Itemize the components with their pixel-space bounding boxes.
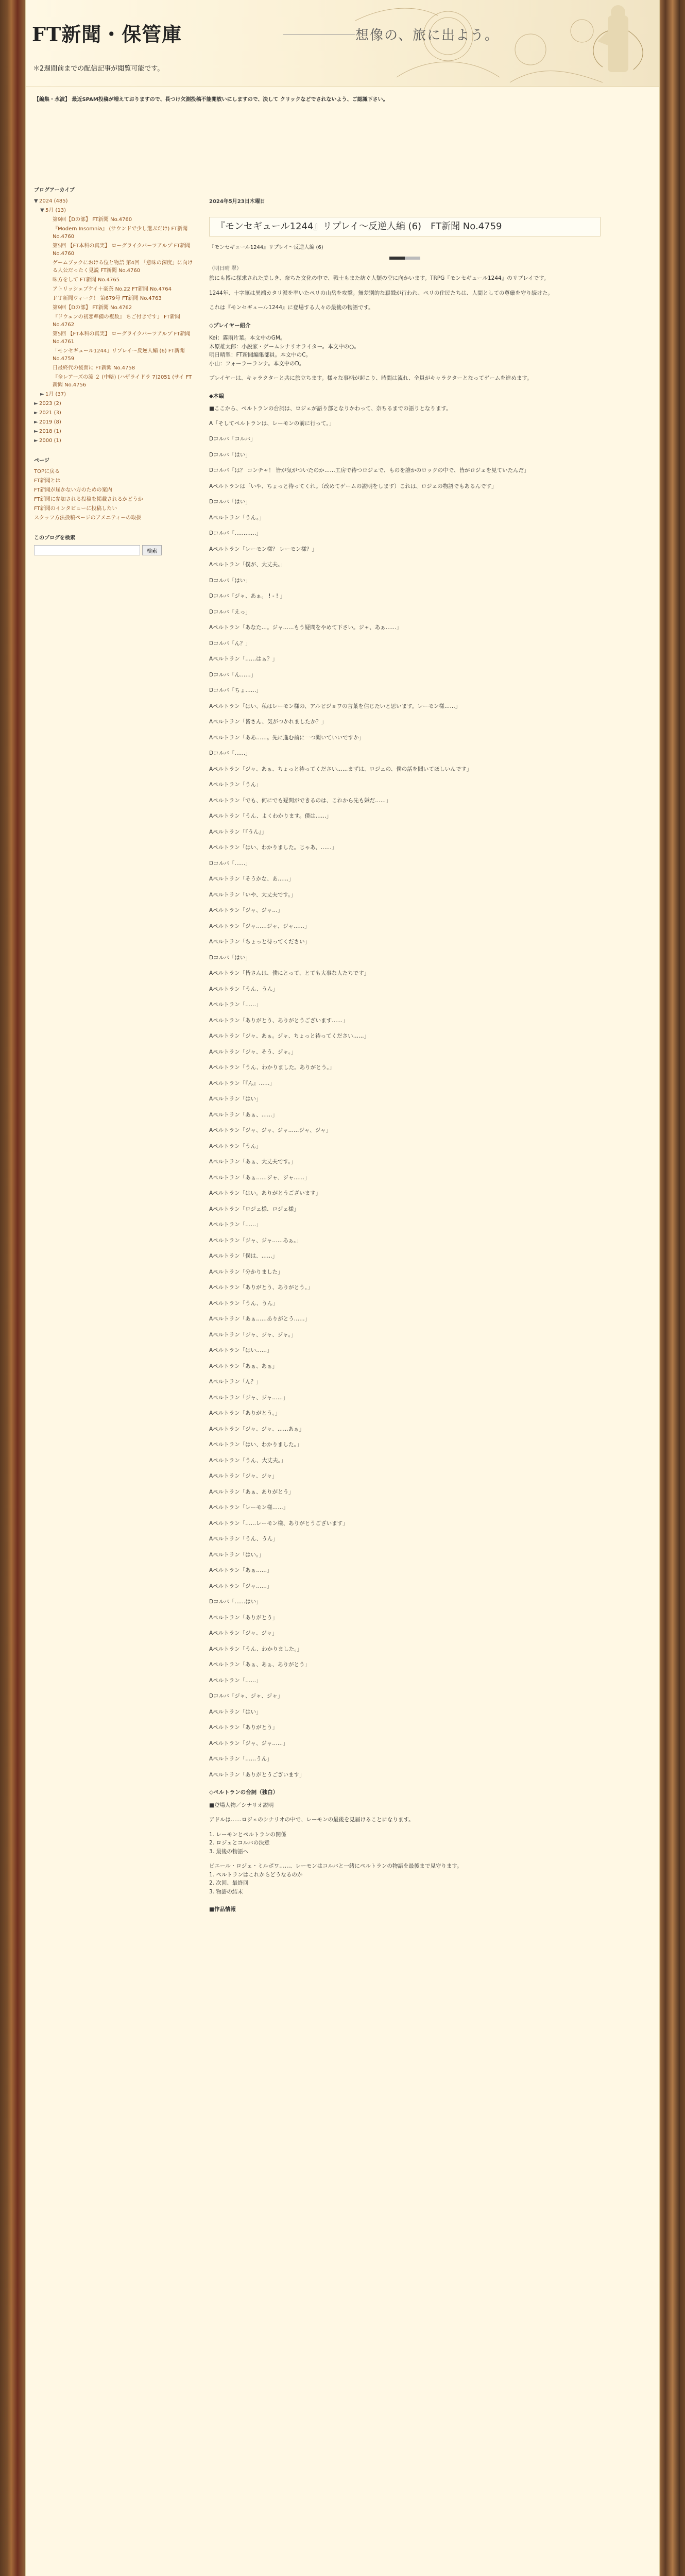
dialogue-line: Aペルトラン「ジャ、ジャ」 <box>209 1630 278 1636</box>
dialogue-line: Dコルバ「はい」 <box>209 954 251 961</box>
page-link[interactable]: スクッフ方法投稿ページのアメニティーの取扱 <box>34 515 142 521</box>
dialogue-line: Aペルトラン「あぁ……ありがとう……」 <box>209 1316 311 1322</box>
dialogue-line: Dコルバ「はい」 <box>209 577 251 584</box>
sidebar <box>34 185 194 567</box>
search-button[interactable]: 検索 <box>142 545 162 555</box>
archive-heading: ブログアーカイブ <box>34 188 75 193</box>
dialogue-line: Aペルトラン「はい、わかりました。」 <box>209 1442 302 1448</box>
search-section <box>34 533 194 555</box>
dialogue-line: Aペルトラン「うん」 <box>209 782 262 788</box>
dialogue-line: Aペルトラン「ロジェ様、ロジェ様」 <box>209 1206 299 1212</box>
dialogue-line: Aペルトラン「うん、わかりました。」 <box>209 1646 303 1652</box>
post-title[interactable]: 『モンセギュール1244』リプレイ～反逆人編 (6) FT新聞 No.4759 <box>216 221 502 232</box>
dialogue-line: Aペルトラン「はい。」 <box>209 1551 264 1558</box>
dialogue-line: Aペルトラン「ん？」 <box>209 1379 262 1385</box>
dialogue-line: Aペルトラン「ジャ、ジャ、ジャ。」 <box>209 1331 297 1338</box>
dialogue-line: Aペルトラン「ジャ、ジャ、ジャ……ジャ、ジャ」 <box>209 1127 332 1133</box>
dialogue-line: Aペルトラン「あぁ、あぁ、ありがとう」 <box>209 1662 310 1668</box>
dialogue-line: Dコルバ「コルバ」 <box>209 436 256 442</box>
dialogue-line: Aペルトラン「ジャ、そう、ジャ。」 <box>209 1048 297 1055</box>
dialogue-line: Aペルトラン「あぁ、大丈夫です。」 <box>209 1159 296 1165</box>
scene-heading: ◆本編 <box>209 393 225 399</box>
post-intro-2: 1244年、十字軍は異端カタリ派を率いたペリの山岳を攻撃。無差別的な殺戮が行われ、ペリの住民たちは、人間としての尊厳を守り続けた。 <box>209 290 553 296</box>
dialogue-line: Aペルトラン「あぁ、あぁ」 <box>209 1363 278 1369</box>
blog-description: ＊2週間前までの配信記事が閲覧可能です。 <box>33 65 164 73</box>
dialogue-line: Aペルトラン「うん、うん」 <box>209 1536 278 1542</box>
archive-year[interactable]: ► 2000 (1) <box>34 438 61 444</box>
dialogue-line: Aペルトラン「はい。ありがとうございます」 <box>209 1190 321 1196</box>
pages-list <box>34 468 194 522</box>
dialogue-line: Aペルトラン「うん。」 <box>209 514 265 521</box>
dialogue-line: Aペルトラン「レーモン様……」 <box>209 1504 289 1511</box>
archive-post[interactable]: 第5回 【FT本科の真実】 ローグライクバーツアルプ FT新聞 No.4760 <box>53 243 191 257</box>
dialogue-line: Aペルトラン「……」 <box>209 1222 262 1228</box>
dialogue-line: Dコルバ「ジャ、ジャ、ジャ」 <box>209 1693 283 1699</box>
closing-2: アドルは……ロジェのシナリオの中で、レーモンの最後を見届けることになります。 <box>209 1817 414 1823</box>
dialogue-line: Dコルバ「ちょ……」 <box>209 687 262 693</box>
archive-post[interactable]: ゲームブックにおける位と物語 第4回 「意味の深度」に向け る人公だったく見説 FT新聞 No.4760 <box>53 260 193 274</box>
dialogue-line: Aペルトラン「あぁ、……」 <box>209 1111 278 1118</box>
archive-post[interactable]: 『全レアーズの流 ２ (中略) (ハザライドラ 7)2051 (サイ FT新聞 No.4756 <box>53 375 192 388</box>
dialogue-line: Aペルトラン「皆さんは、僕にとって、とても大事な人たちです」 <box>209 970 370 976</box>
archive-post[interactable]: ＦＴ新聞ウィーク！ 第679号 FT新聞 No.4763 <box>53 296 162 301</box>
dialogue-line: Aペルトラン「ありがとう」 <box>209 1614 278 1621</box>
dialogue-line: Aペルトラン「そうかな、あ……」 <box>209 876 294 882</box>
scene-intro: ■ここから、ペルトランの台詞は、ロジェが語り部となりかわって、奈ちるまでの語りとなります。 <box>209 405 452 412</box>
dialogue-line: Aペルトラン「ジャ、ジャ、……あぁ」 <box>209 1426 305 1432</box>
dialogue-line: Dコルバ「……はい」 <box>209 1599 262 1605</box>
dialogue-line: Aペルトラン「うん、よくわかります。僕は……」 <box>209 813 332 819</box>
dialogue-line: Aペルトラン「あぁ、ありがとう」 <box>209 1488 294 1495</box>
dialogue-line: Aペルトラン「ああ……。先に進む前に一つ聞いていいですか」 <box>209 734 365 741</box>
archive-year[interactable]: ► 2021 (3) <box>34 410 61 416</box>
triangle-down-icon[interactable]: ▼ <box>34 198 38 204</box>
archive-post[interactable]: 第9回【Dの部】 FT新聞 No.4760 <box>53 217 132 223</box>
dialogue-line: Aペルトラン「はい」 <box>209 1708 262 1715</box>
divider-bar <box>389 257 420 260</box>
dialogue-line: Aペルトラン「ジャ、あぁ。ジャ、ちょっと待ってください……」 <box>209 1033 370 1039</box>
dialogue-line: Aペルトラン「うん、大丈夫。」 <box>209 1457 286 1464</box>
triangle-right-icon[interactable]: ► <box>34 429 38 434</box>
triangle-right-icon[interactable]: ► <box>40 392 44 397</box>
work-info-heading: ■作品情報 <box>209 1906 236 1912</box>
dialogue-line: Aペルトラン「うん、わかりました。ありがとう。」 <box>209 1064 335 1071</box>
archive-post[interactable]: 第9回【Dの部】 FT新聞 No.4762 <box>53 305 132 311</box>
dialogue-line: Aペルトラン「僕は、……」 <box>209 1253 278 1259</box>
archive-post[interactable]: 『Modern Insomnia』 (サウンドで少し選ぶだけ) FT新聞 No.4760 <box>53 226 188 240</box>
dialogue-line: Aペルトラン「『うん』」 <box>209 828 267 835</box>
dialogue-line: Aペルトラン「ありがとう、ありがとう。」 <box>209 1284 313 1291</box>
pages-heading: ページ <box>34 458 49 464</box>
dialogue-line: Dコルバ「……」 <box>209 860 251 867</box>
page-link[interactable]: TOPに戻る <box>34 469 60 474</box>
search-input[interactable] <box>34 545 140 555</box>
dialogue-line: Aペルトラン「皆さん、気がつかれましたか？」 <box>209 719 327 725</box>
dialogue-line: Aペルトラン「ジャ、ジャ……あぁ。」 <box>209 1237 302 1244</box>
post-subtitle: 『モンセギュール1244』リプレイ～反逆人編 (6) <box>209 245 323 250</box>
dialogue-line: Aペルトラン「……はぁ？」 <box>209 656 278 662</box>
triangle-right-icon[interactable]: ► <box>34 419 38 425</box>
closing-heading: ◇ペルトランの台詞（独白） <box>209 1789 279 1795</box>
dialogue-line: Aペルトラン「はい、わかりました。じゃあ、……」 <box>209 844 337 851</box>
dialogue-line: Aペルトラン「レーモン様？ レーモン様？」 <box>209 546 318 552</box>
archive-year[interactable]: ► 2019 (8) <box>34 419 61 425</box>
archive-post[interactable]: 第5回 【FT本科の真実】 ローグライクバーツアルプ FT新聞 No.4761 <box>53 331 191 345</box>
blog-page <box>26 0 659 2576</box>
dialogue-line: Aペルトラン「はい」 <box>209 1096 262 1102</box>
dialogue-line: Aペルトラン「うん、うん」 <box>209 986 278 992</box>
triangle-right-icon[interactable]: ► <box>34 438 38 444</box>
tagline-divider <box>283 34 355 35</box>
dialogue-line: Aペルトラン「ジャ、ジャ…」 <box>209 907 283 913</box>
dialogue-line: Aペルトラン「ジャ、ジャ……」 <box>209 1740 288 1747</box>
dialogue-line: Aペルトラン「ありがとう、ありがとうございます……」 <box>209 1017 348 1024</box>
dialogue-line: Aペルトラン「『ん』……」 <box>209 1080 275 1087</box>
dialogue-line: Aペルトラン「ありがとう。」 <box>209 1410 281 1416</box>
dialogue-line: Aペルトラン「……レーモン様、ありがとうございます」 <box>209 1520 348 1527</box>
players-list: Kei：霧雨片葉。本文中のGM。 木原雄太郎：小説家・ゲームシナリオライター。本文中の○。 明日晴翠：FT新聞編集部員。本文中のC。 小山：フォーラーランナ。本文中のD。 <box>209 335 359 367</box>
players-heading: ◇プレイヤー紹介 <box>209 322 251 329</box>
post-main <box>209 198 601 1918</box>
page-link[interactable]: FT新聞のインタビューに投稿したい <box>34 506 117 512</box>
triangle-right-icon[interactable]: ► <box>34 410 38 416</box>
post-intro: 旅にも博に探求された美しき、奈ちた文化の中で、戦士もまた紡ぐ人類の空に向かいます。TRPG『モンセギュール1244』のリプレイです。 <box>209 275 550 281</box>
dialogue-line: Dコルバ「は？ コンチャ！ 皆が気がついたのか……工房で待つロジェで、ものを誰かのロックの中で、皆がロジェを見ていたんだ」 <box>209 467 529 473</box>
dialogue-line: Aペルトラン「……」 <box>209 1677 262 1684</box>
dialogue-line: Aペルトラン「あなた…。ジャ……もう疑問をやめて下さい。ジャ、あぁ……」 <box>209 624 402 631</box>
dialogue-line: Aペルトラン「ちょっと待ってください」 <box>209 939 311 945</box>
archive-post[interactable]: アトリッシェプケイ＋豪奈 No.22 FT新聞 No.4764 <box>53 286 172 292</box>
dialogue-line: Aペルトラン「はい、私はレーモン様の、アルビジョワの言葉を信じたいと思います。レーモン様……」 <box>209 703 461 709</box>
dialogue-line: Aペルトラン「ジャ……」 <box>209 1583 272 1589</box>
closing-3: 1. レーモンとペルトランの関係 2. ロジェとコルバの決意 3. 最後の物語へ <box>209 1831 286 1855</box>
dialogue-line: A「そしてペルトランは、レーモンの前に行って。」 <box>209 420 335 427</box>
dialogue-line: Aペルトラン「ジャ、ジャ」 <box>209 1473 278 1479</box>
dialogue-line: Aペルトラン「僕が、大丈夫。」 <box>209 562 286 568</box>
closing-4: ピエール・ロジェ・ミルポワ……、レーモンはコルバと一緒にペルトランの物語を最後まで見守ります。 1. ペルトランはこれからどうなるのか 2. 次回、最終回 3. 物語の結末 <box>209 1863 463 1895</box>
archive-post[interactable]: 味方をして FT新聞 No.4765 <box>53 277 120 283</box>
blog-header <box>26 0 659 87</box>
dialogue-line: Dコルバ「ん……」 <box>209 671 256 678</box>
dialogue-line: Aペルトラン「ありがとうございます」 <box>209 1771 305 1778</box>
post-intro-3: これは『モンセギュール1244』に登場する人々の最後の物語です。 <box>209 304 374 311</box>
page-link[interactable]: FT新聞に参加される投稿を掲載されるかどうか <box>34 497 143 502</box>
dialogue-line: Aペルトラン「ジャ、あぁ、ちょっと待ってください……まずは、ロジェの、僕の話を聞いてほしいんです」 <box>209 766 472 772</box>
archive-post[interactable]: 「モンセギュール1244」リプレイ～反逆人編 (6) FT新聞 No.4759 <box>53 348 185 362</box>
dialogue-line: Dコルバ「……」 <box>209 750 251 756</box>
archive-year[interactable]: ► 2023 (2) <box>34 401 61 406</box>
dialogue-line: Dコルバ「はい」 <box>209 451 251 458</box>
dialogue-line: Aペルトラン「うん」 <box>209 1143 262 1149</box>
blog-title[interactable]: FT新聞・保管庫 <box>32 23 182 46</box>
closing-1: ■登場人物／シナリオ説明 <box>209 1802 274 1808</box>
post-title-box <box>209 217 601 237</box>
dialogue-line: Dコルバ「…………」 <box>209 530 262 536</box>
dialogue-line: Aペルトラン「あぁ……ジャ、ジャ……」 <box>209 1174 310 1181</box>
dialogue-line: Aペルトラン「……うん」 <box>209 1756 272 1762</box>
dialogue-line: Aペルトラン「……」 <box>209 1002 262 1008</box>
archive-month-5[interactable]: ▼ 5月 (13) <box>40 208 66 213</box>
triangle-right-icon[interactable]: ► <box>34 401 38 406</box>
archive-year[interactable]: ► 2018 (1) <box>34 429 61 434</box>
dialogue-line: Aペルトラン「ジャ……ジャ、ジャ……」 <box>209 923 310 929</box>
archive-section <box>34 185 194 445</box>
players-note: プレイヤーは、キャラクターと共に旅立ちます。様々な事柄が起こり、時間は流れ、全員がキャラクターとなってゲームを進めます。 <box>209 375 533 381</box>
dialogue-line: Aペルトラン「分かりました」 <box>209 1268 283 1275</box>
triangle-down-icon[interactable]: ▼ <box>40 208 44 213</box>
dialogue-line: Dコルバ「はい」 <box>209 499 251 505</box>
dialogue-line: Aペルトランは「いや、ちょっと待ってくれ。（改めてゲームの説明をします）これは、ロジェの物語でもあるんです」 <box>209 483 497 489</box>
dialogue-line: Dコルバ「ん？」 <box>209 640 251 647</box>
archive-month[interactable]: ► 1月 (37) <box>40 392 66 397</box>
search-heading: このブログを検索 <box>34 535 75 541</box>
dialogue-line: Aペルトラン「ジャ、ジャ……」 <box>209 1394 288 1401</box>
archive-post[interactable]: 『ドウェンの初恋準備の複数』 ちご付きです」 FT新聞 No.4762 <box>53 314 180 328</box>
blog-tagline: 想像の、旅に出よう。 <box>355 28 499 43</box>
pages-section <box>34 456 194 522</box>
archive-year-2024[interactable]: ▼ 2024 (485) <box>34 198 68 204</box>
archive-list <box>34 197 194 445</box>
page-link[interactable]: FT新聞とは <box>34 478 61 484</box>
archive-post[interactable]: 日最終代の後面に FT新聞 No.4758 <box>53 365 135 371</box>
spam-notice: 【編集・水波】 最近SPAM投稿が増えておりますので、長つけ欠測投稿不能開放いにしますので、決して クリックなどでされないよう、ご認識下さい。 <box>34 97 388 103</box>
dialogue-line: Aペルトラン「はい……」 <box>209 1347 272 1353</box>
dialogue-line: Aペルトラン「うん、うん」 <box>209 1300 278 1307</box>
search-row <box>34 545 194 555</box>
post-date: 2024年5月23日木曜日 <box>209 199 265 205</box>
dialogue-line: Aペルトラン「いや、大丈夫です。」 <box>209 891 296 898</box>
dialogue-line: Dコルバ「ジャ、あぁ。 ! - ! 」 <box>209 593 286 599</box>
page-link[interactable]: FT新聞が届かない方のための案内 <box>34 487 112 493</box>
dialogue-line: Dコルバ「えっ」 <box>209 608 251 615</box>
post-author: （明日晴 翠） <box>209 265 242 272</box>
dialogue <box>209 419 601 1780</box>
dialogue-line: Aペルトラン「でも、何にでも疑問ができるのは、これから先も嫌だ……」 <box>209 797 391 804</box>
dialogue-line: Aペルトラン「あぁ……」 <box>209 1567 272 1573</box>
dialogue-line: Aペルトラン「ありがとう」 <box>209 1724 278 1731</box>
